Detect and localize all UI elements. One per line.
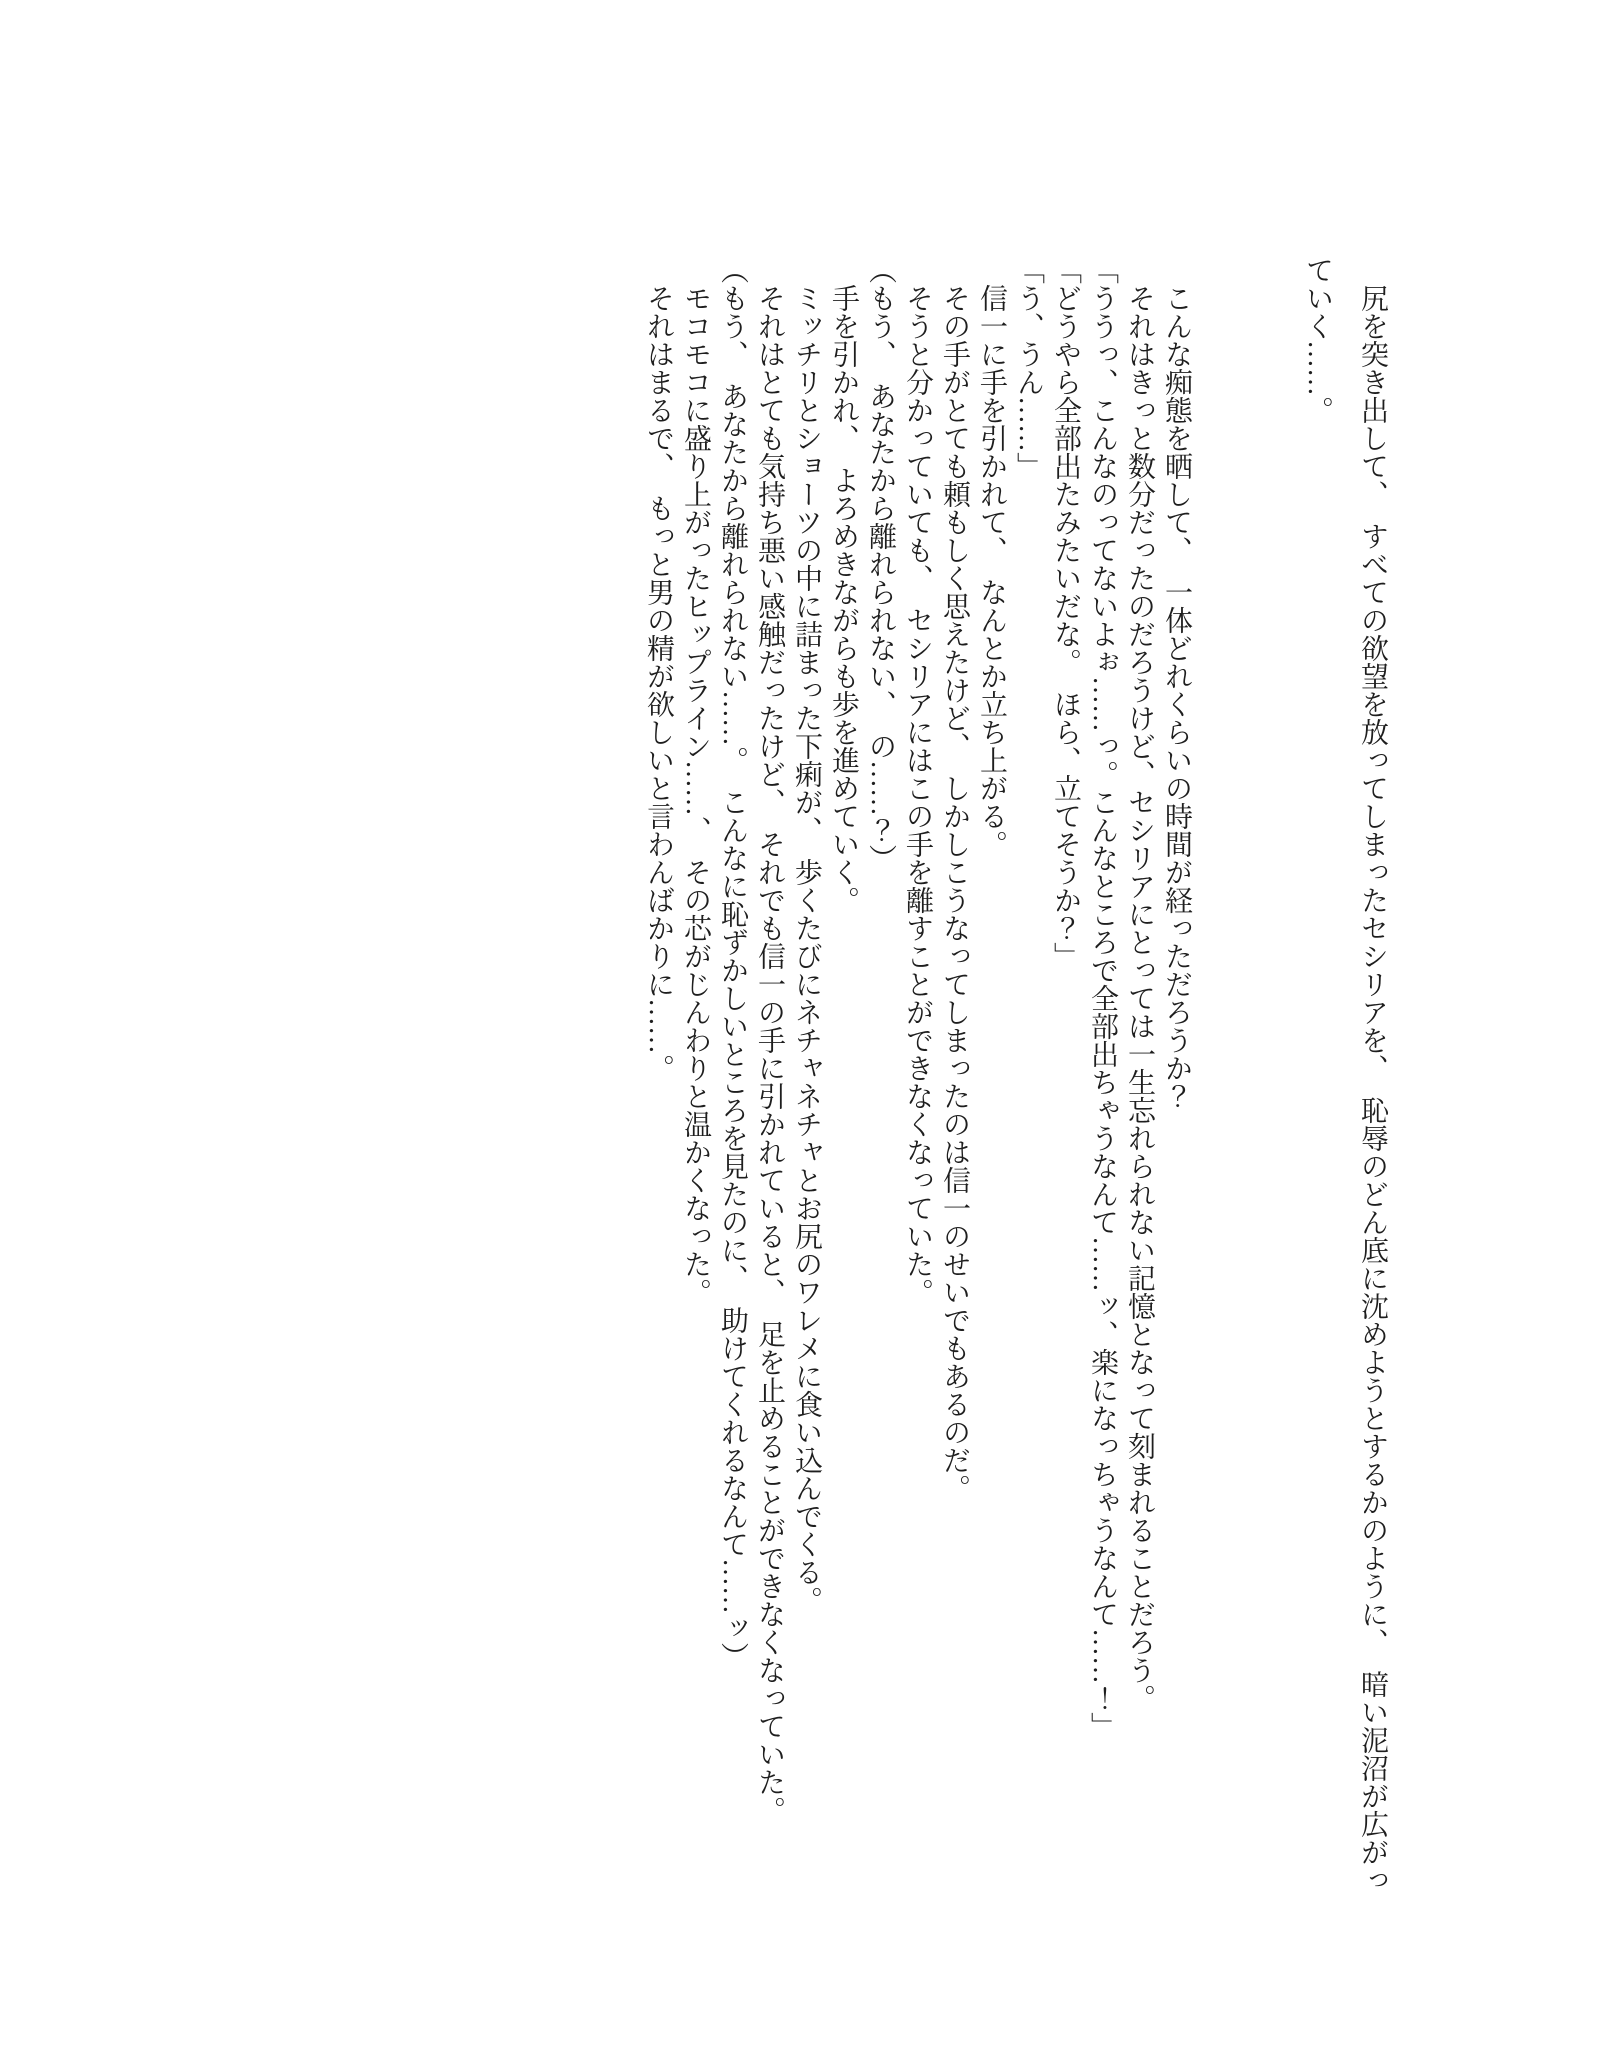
vertical-text-flow [640,256,1400,1896]
narrative-paragraph: そうと分かっていても、 セシリアにはこの手を離すことができなくなっていた。 [902,284,933,1306]
dialogue-line: 「ううっ、こんなのってないよぉ……っ。こんなところで全部出ちゃうなんて……ッ、楽になっちゃうなんて……！」 [1087,256,1118,1740]
dialogue-line: 「どうやら全部出たみたいだな。 ほら、立てそうか？」 [1050,256,1081,970]
opening-paragraph: 尻を突き出して、 すべての欲望を放ってしまったセシリアを、 恥辱のどん底に沈めようとするかのように、 暗い泥沼が広がっていく……。 [1302,256,1388,1894]
narrative-paragraph: 信一に手を引かれて、 なんとか立ち上がる。 [976,284,1007,858]
narrative-paragraph: モコモコに盛り上がったヒップライン……、 その芯がじんわりと温かくなった。 [680,284,711,1306]
narrative-paragraph: それはきっと数分だったのだろうけど、セシリアにとっては一生忘れられない記憶となって刻まれることだろう。 [1124,284,1155,1712]
narrative-paragraph: それはとても気持ち悪い感触だったけど、 それでも信一の手に引かれていると、 足を止めることができなくなっていた。 [754,284,785,1824]
dialogue-line: 「う、うん……」 [1013,256,1044,480]
narrative-paragraph: 手を引かれ、 よろめきながらも歩を進めていく。 [828,284,859,914]
narrative-paragraph: ミッチリとショーツの中に詰まった下痢が、 歩くたびにネチャネチャとお尻のワレメに食い込んでくる。 [791,284,822,1614]
narrative-paragraph: こんな痴態を晒して、 一体どれくらいの時間が経っただろうか？ [1161,284,1192,1110]
monologue-line: （もう、 あなたから離れられない……。 こんなに恥ずかしいところを見たのに、 助けてくれるなんて……ッ） [717,256,748,1670]
narrative-paragraph: それはまるで、 もっと男の精が欲しいと言わんばかりに……。 [643,284,674,1082]
monologue-line: （もう、 あなたから離れられない、 の……？） [865,256,896,872]
narrative-paragraph: その手がとても頼もしく思えたけど、 しかしこうなってしまったのは信一のせいでもあるのだ。 [939,284,970,1502]
